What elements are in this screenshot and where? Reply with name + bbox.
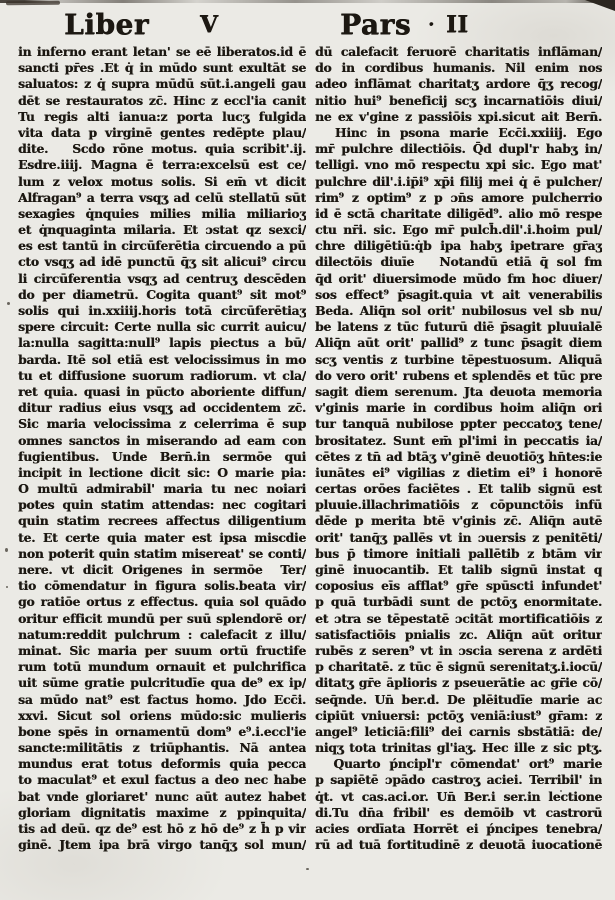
text-line: natum:reddit pulchrum : calefacit z illu/	[18, 626, 306, 642]
text-line: acies ordīata Horrēt ei ṕncipes tenebra/	[315, 821, 602, 836]
scan-edge-top	[0, 0, 615, 3]
text-line: bus p̄ timore initiali pallētib z btām vir	[315, 545, 602, 561]
text-line: sa mūdo nat⁹ est factus homo. Jdo Ecc̄i.	[18, 691, 306, 707]
text-line: dite. Scdo rōne motus. quia scribit'.ij.	[18, 141, 306, 157]
text-line: do in cordibus humanis. Nil enim nos	[315, 60, 602, 76]
text-line: oritur efficit mundū per suū splendorē or/	[18, 610, 306, 626]
text-line: cipiūt vniuersi: pctōʒ veniā:iust⁹ gr̄am: z	[315, 707, 602, 723]
text-line: pulchre dil'.i.ip̄i⁹ xp̄i filij mei q̇ ē pulcher/	[315, 173, 602, 189]
text-line: quin statim recrees affectus diligentium	[18, 513, 306, 529]
text-line: certas orōes faciētes . Et talib signū est	[315, 481, 602, 497]
text-line: dēde p merita btē v'ginis zc̄. Aliq̄n autē	[315, 513, 602, 529]
ink-speck	[5, 548, 8, 552]
text-line: minat. Sic maria per suum ortū fructife	[18, 642, 306, 658]
text-line: sexagies q̇nquies milies milia miliarioʒ	[18, 205, 306, 221]
text-line: ginē. Jtem ipa brā virgo tanq̄ʒ sol mun/	[18, 837, 306, 853]
text-line: in inferno erant letan' se eē liberatos.id ē	[18, 44, 306, 59]
text-line: dēt se restauratos zc̄. Hinc z eccl'ia canit	[18, 92, 306, 108]
text-line: lum z velox motus solis. Si em̄ vt dicit	[18, 173, 306, 189]
text-line: te. Et certe quia mater est ipsa miscdie	[18, 529, 306, 545]
text-line: Sic maria velocissima z celerrima ē sup	[18, 416, 306, 432]
text-line: omnes sanctos in miserando ad eam con	[18, 432, 306, 448]
text-line: ginē inuocantib. Et talib signū instat q	[315, 562, 602, 577]
ink-speck	[6, 586, 8, 588]
text-line: rim⁹ z optim⁹ z p ɔn̄s amore pulcherrio	[315, 189, 602, 205]
text-line: chre diligētiū:q̇b ipa habʒ ipetrare gr̄aʒ	[315, 238, 602, 254]
text-line: solis qui in.xxiiij.horis totā circūferētiaʒ	[18, 303, 306, 318]
text-line: v'ginis marie in cordibus hoim aliq̄n ori	[315, 400, 602, 416]
text-line: ditur radius eius vsqʒ ad occidentem zc̄.	[18, 400, 306, 416]
text-line: nere. vt dicit Origenes in sermōe Ter/	[18, 562, 306, 577]
text-line: rubēs z seren⁹ vt in ɔscia serena z ardēti	[315, 642, 602, 658]
text-line: coposius eīs afflat⁹ gr̄e spūscti infundet'	[315, 578, 602, 594]
text-line: p quā turbādi sunt de pctōʒ enormitate.	[315, 594, 602, 610]
text-column-right	[315, 44, 602, 853]
text-line: rum totū mundum ornauit et pulchrifica	[18, 659, 306, 675]
text-line: cētes z tn̄ ad btāʒ v'ginē deuotiōʒ hn̄tes:ie	[315, 448, 602, 464]
ink-speck	[7, 302, 10, 305]
text-line: orit' tanq̄ʒ pallēs vt in ɔuersis z penitēti/	[315, 529, 602, 545]
header-part-title: Pars	[340, 8, 411, 41]
header-book-numeral: V	[200, 11, 219, 38]
text-line: cto vsqʒ ad idē punctū q̄ʒ sit alicui⁹ circu	[18, 254, 306, 270]
text-line: adeo inflāmat charitatʒ ardore q̄ʒ recog/	[315, 76, 602, 92]
running-header	[0, 8, 615, 44]
text-line: rū ad tuā fortitudinē z deuotā iuocationē	[315, 837, 602, 853]
text-line: fugientibus. Unde Bern̄.in sermōe qui	[18, 448, 306, 464]
text-line: Tu regis alti ianua:z porta lucʒ fulgida	[18, 108, 306, 124]
text-line: dilectōis diuīe Notandū etiā q̄ sol fm	[315, 254, 602, 270]
text-line: id ē sctā charitate diligēd⁹. alio mō respe	[315, 205, 602, 221]
text-line: seq̄nde. Un̄ ber.d. De plēitudīe marie ac	[315, 691, 602, 707]
text-column-left	[18, 44, 306, 853]
text-line: tu et diffusione suorum radiorum. vt cla/	[18, 367, 306, 383]
scan-smudge-top-left	[6, 1, 60, 6]
text-line: O multū admirabil' maria tu nec noiari	[18, 481, 306, 497]
text-line: di.Tu dn̄a fribil' es demōib vt castrorū	[315, 804, 602, 820]
text-line: to maculat⁹ et exul factus a deo nec habe	[18, 772, 306, 788]
text-line: angel⁹ leticiā:fili⁹ dei carnis sbstātiā: de/	[315, 723, 602, 739]
text-line: q̇t. vt cas.aci.or. Un̄ Ber.i ser.in lectione	[315, 788, 602, 804]
text-line: Esdre.iiij. Magna ē terra:excelsū est ce/	[18, 157, 306, 173]
text-line: sancti pr̄es .Et q̇ in mūdo sunt exultāt se	[18, 60, 306, 76]
header-separator-dot: ·	[428, 14, 435, 35]
text-line: tis ad deū. qz de⁹ est hō z hō de⁹ z h̄ p vir	[18, 821, 306, 836]
text-line: li circūferentia vsqʒ ad centruʒ descēden	[18, 270, 306, 286]
text-line: Beda. Aliq̄n sol orit' nubilosus vel sb nu/	[315, 303, 602, 318]
text-line: et q̇nquaginta milaria. Et ɔstat qz sexci/	[18, 222, 306, 238]
text-line: pluuie.illachrimatiōis z cōpunctōis infū	[315, 497, 602, 513]
text-line: spere circuit: Certe nulla sic currit auicu/	[18, 319, 306, 335]
text-line: vita data p virginē gentes redēpte plau/	[18, 124, 306, 140]
text-line: dū calefacit feruorē charitatis inflāman/	[315, 44, 602, 59]
text-line: barda. Itē sol etiā est velocissimus in mo	[18, 351, 306, 367]
text-line: non poterit quin statim misereat' se conti/	[18, 545, 306, 561]
text-line: Quarto ṕncipl'r cōmendat' ort⁹ marie	[315, 756, 602, 772]
text-line: uit sūme gratie pulcritudīe qua de⁹ ex ip/	[18, 675, 306, 691]
text-line: nitio hui⁹ beneficij scʒ incarnatiōis diui/	[315, 92, 602, 108]
text-line: ctu nr̄i. sic. Ego mr̄ pulch̄.dil'.i.hoim pul/	[315, 222, 602, 238]
text-line: ditatʒ gr̄e āplioris z pseuerātie ac gr̄ie cō/	[315, 675, 602, 691]
ink-speck	[306, 868, 309, 870]
text-line: mundus erat totus deformis quia pecca	[18, 756, 306, 772]
header-part-numeral: II	[446, 11, 469, 38]
text-line: q̄d orit' diuersimode mūdo fm hoc diuer/	[315, 270, 602, 286]
text-line: et ɔtra se tēpestatē ɔcitāt mortificatiōis z	[315, 610, 602, 626]
text-line: satisfactiōis pnialis zc. Aliq̄n aūt oritur	[315, 626, 602, 642]
text-line: bone spēs in ornamentū dom⁹ e⁹.i.eccl'ie	[18, 723, 306, 739]
text-line: be latens z tūc futurū diē p̄sagit pluuialē	[315, 319, 602, 335]
text-line: ne ex v'gine z passiōis xpi.sicut ait Bern̄.	[315, 108, 602, 124]
text-line: gloriam dignitatis maxime z ppinquita/	[18, 804, 306, 820]
text-line: go ratiōe ortus z effectus. quia sol quādo	[18, 594, 306, 610]
text-line: la:nulla sagitta:null⁹ lapis piectus a bū/	[18, 335, 306, 351]
text-line: niqʒ tota trinitas gl'iaʒ. Hec ille z sic ptʒ.	[315, 740, 602, 756]
text-line: xxvi. Sicut sol oriens mūdo:sic mulieris	[18, 707, 306, 723]
text-line: potes quin statim attendas: nec cogitari	[18, 497, 306, 513]
text-line: tio cōmendatur in figura solis.beata vir/	[18, 578, 306, 594]
text-line: scʒ ventis z turbine tēpestuosum. Aliquā	[315, 351, 602, 367]
text-line: p charitatē. z tūc ē signū serenitatʒ.i.iocū/	[315, 659, 602, 675]
text-line: do vero orit' rubens et splendēs et tūc pre	[315, 367, 602, 383]
text-line: saluatos: z q̇ supra mūdū sūt.i.angeli gau	[18, 76, 306, 92]
text-line: sos effect⁹ p̄sagit.quia vt ait venerabilis	[315, 286, 602, 302]
text-line: Aliq̄n aūt orit' pallid⁹ z tunc p̄sagit diem	[315, 335, 602, 351]
header-book-title: Liber	[64, 8, 149, 41]
text-line: mr̄ pulchre dilectiōis. Q̄d dupl'r habʒ in/	[315, 141, 602, 157]
text-line: incipit in lectione dicit sic: O marie pia:	[18, 464, 306, 480]
text-line: telligi. vno mō respectu xpi sic. Ego mat'	[315, 157, 602, 173]
text-line: iunātes ei⁹ vigilias z dietim ei⁹ i honorē	[315, 464, 602, 480]
text-line: brositatez. Sunt em̄ pl'imi in peccatis ia/	[315, 432, 602, 448]
text-line: sancte:militātis z triūphantis. Nā antea	[18, 740, 306, 756]
text-line: p sapiētē ɔpādo castroʒ aciei. Terribil' in	[315, 772, 602, 788]
text-line: bat vnde gloriaret' nunc aūt autez habet	[18, 788, 306, 804]
text-line: Hinc in psona marie Ecc̄i.xxiiij. Ego	[315, 124, 602, 140]
text-line: ret quia. quasi in pūcto aboriente diffun/	[18, 383, 306, 399]
text-line: tur tanquā nubilose ppter peccatoʒ tene/	[315, 416, 602, 432]
text-line: Alfragan⁹ a terra vsqʒ ad celū stellatū sūt	[18, 189, 306, 205]
text-line: sagit diem serenum. Jta deuota memoria	[315, 383, 602, 399]
text-line: do per diametrū. Cogita quant⁹ sit mot⁹	[18, 286, 306, 302]
text-line: es est tantū in circūferētia circuendo a pū	[18, 238, 306, 254]
